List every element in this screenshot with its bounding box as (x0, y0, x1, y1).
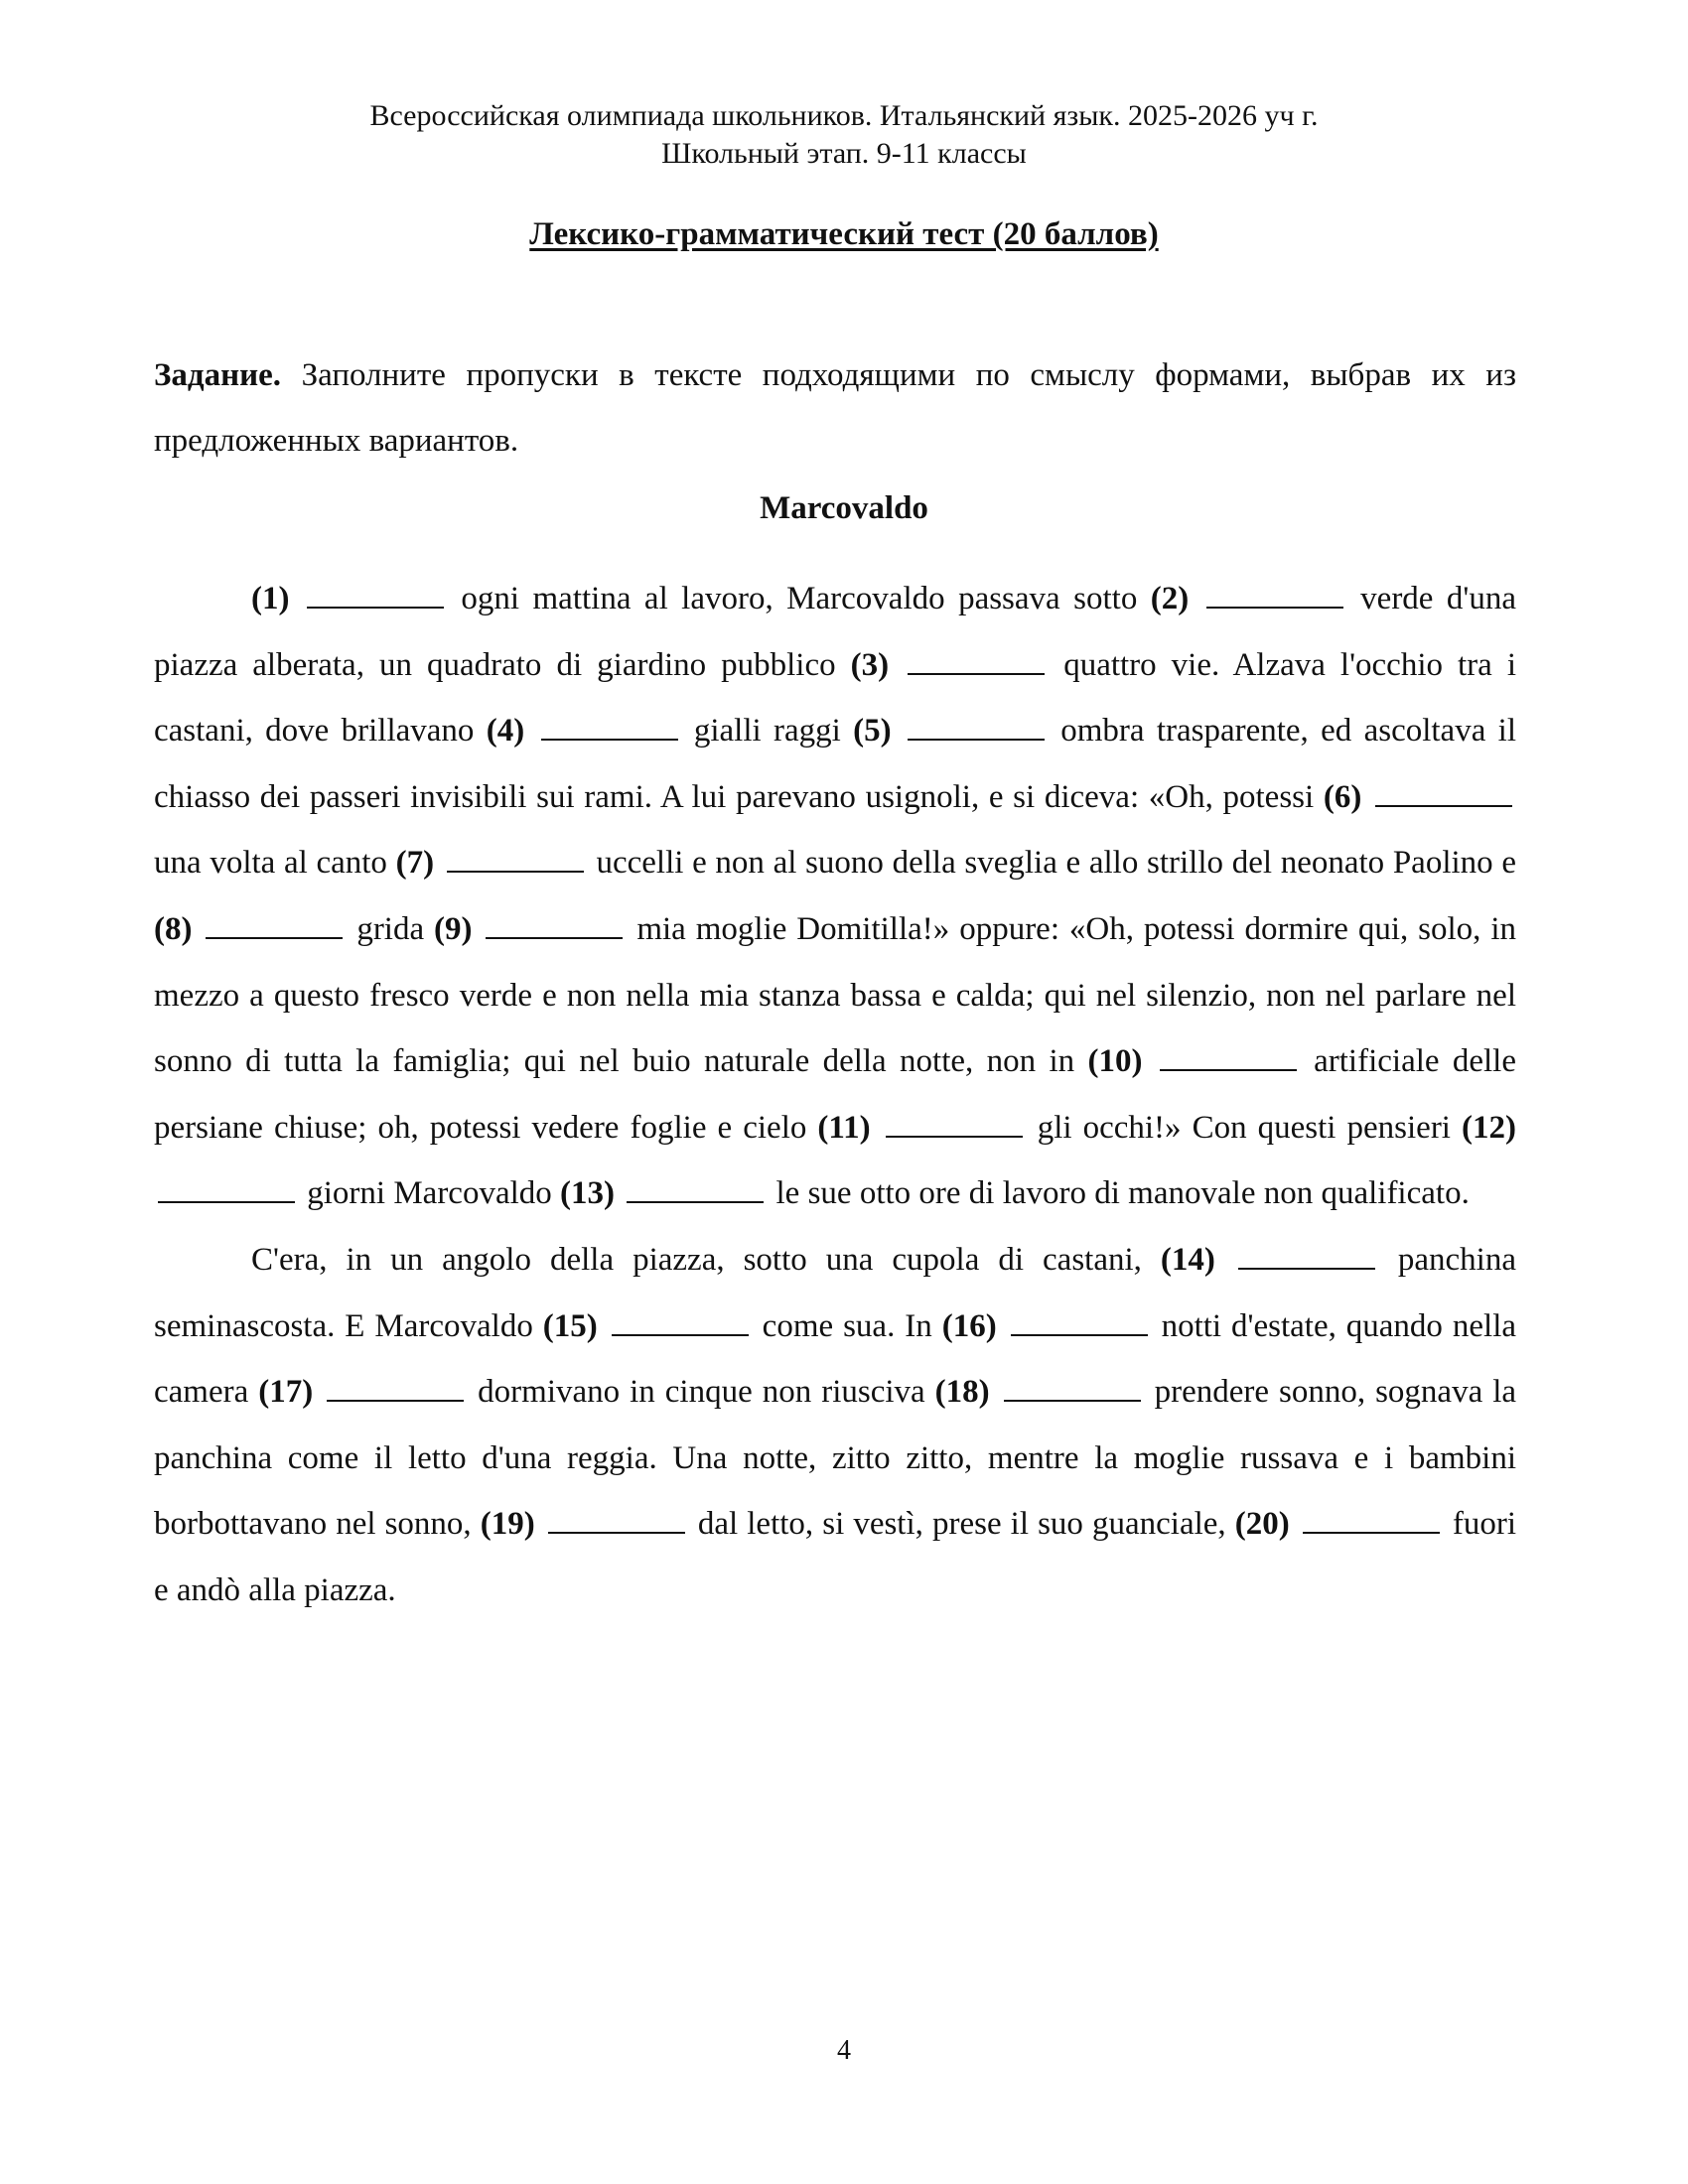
gap-number: (18) (934, 1374, 990, 1411)
blank-field[interactable] (1206, 581, 1343, 609)
task-instructions (154, 342, 1516, 474)
blank-field[interactable] (1160, 1043, 1297, 1071)
gap-number: (13) (560, 1175, 616, 1212)
gap-number: (17) (258, 1374, 314, 1411)
text-segment: prendere sonno, sognava la panchina come il letto d'una reggia. Una notte, zitto zitto, mentre la moglie russava e i bambini borbottavano nel sonno, (154, 1374, 1517, 1543)
blank-field[interactable] (486, 911, 623, 939)
task-label: Задание. (154, 357, 282, 393)
blank-field[interactable] (158, 1175, 295, 1203)
text-segment: dal letto, si vestì, prese il suo guanciale, (688, 1506, 1235, 1543)
gap-number: (1) (251, 581, 290, 616)
text-segment: C'era, in un angolo della piazza, sotto una cupola di castani, (251, 1241, 1161, 1278)
gap-number: (10) (1087, 1043, 1143, 1080)
text-segment: verde d'una piazza alberata, un quadrato di giardino pubblico (154, 581, 1516, 683)
text-segment: fuori e andò alla piazza. (154, 1506, 1517, 1608)
section-title-text: Лексико-грамматический тест (20 баллов) (529, 216, 1159, 252)
gap-number: (7) (395, 845, 435, 882)
gap-number: (5) (853, 713, 892, 750)
header-line-1: Всероссийская олимпиада школьников. Итальянский язык. 2025-2026 уч г. (369, 99, 1319, 132)
text-segment: come sua. In (752, 1307, 942, 1344)
text-segment: gli occhi!» Con questi pensieri (1026, 1109, 1463, 1146)
text-segment: dormivano in cinque non riusciva (468, 1374, 935, 1411)
story-paragraph (154, 1227, 1516, 1624)
gap-number: (14) (1160, 1241, 1215, 1278)
blank-field[interactable] (307, 581, 444, 609)
blank-field[interactable] (447, 845, 584, 873)
gap-number: (16) (941, 1307, 997, 1344)
blank-field[interactable] (1303, 1506, 1440, 1534)
text-segment: mia moglie Domitilla!» oppure: «Oh, potessi dormire qui, solo, in mezzo a questo fresco verde e non nella mia stanza bassa e calda; qui nel silenzio, non nel parlare nel sonno di tutta la famiglia; qui nel buio naturale della notte, non in (154, 910, 1517, 1080)
header-line-2: Школьный этап. 9-11 классы (661, 137, 1027, 170)
text-segment: panchina seminascosta. E Marcovaldo (154, 1241, 1516, 1344)
section-title (0, 216, 1688, 253)
text-segment: notti d'estate, quando nella camera (154, 1307, 1517, 1411)
text-segment: uccelli e non al suono della sveglia e allo strillo del neonato Paolino e (587, 845, 1516, 882)
gap-number: (8) (154, 910, 193, 947)
gap-number: (9) (434, 910, 473, 947)
blank-field[interactable] (908, 647, 1045, 675)
task-text: Заполните пропуски в тексте подходящими по смыслу формами, выбрав их из предложенных вариантов. (154, 357, 1516, 459)
blank-field[interactable] (541, 713, 678, 741)
gap-number: (11) (817, 1109, 871, 1146)
blank-field[interactable] (1004, 1374, 1141, 1402)
story-text (154, 566, 1516, 1624)
text-segment: le sue otto ore di lavoro di manovale non qualificato. (768, 1175, 1470, 1212)
blank-field[interactable] (1375, 779, 1512, 807)
page-number: 4 (837, 2035, 851, 2066)
gap-number: (15) (542, 1307, 598, 1344)
gap-number: (3) (850, 646, 890, 683)
text-segment: giorni Marcovaldo (299, 1175, 561, 1212)
text-segment: gialli raggi (681, 713, 854, 750)
blank-field[interactable] (627, 1175, 764, 1203)
text-segment: ombra trasparente, ed ascoltava il chiasso dei passeri invisibili sui rami. A lui parevano usignoli, e si diceva: «Oh, potessi (154, 713, 1516, 815)
blank-field[interactable] (886, 1110, 1023, 1138)
gap-number: (2) (1150, 581, 1190, 616)
story-paragraph (154, 566, 1516, 1227)
text-segment: ogni mattina al lavoro, Marcovaldo passava sotto (447, 581, 1151, 616)
blank-field[interactable] (612, 1308, 749, 1336)
gap-number: (6) (1323, 778, 1362, 815)
gap-number: (4) (486, 713, 525, 750)
story-title: Marcovaldo (760, 490, 928, 526)
blank-field[interactable] (327, 1374, 464, 1402)
text-segment: grida (347, 910, 435, 947)
gap-number: (20) (1234, 1506, 1290, 1543)
blank-field[interactable] (908, 713, 1045, 741)
blank-field[interactable] (1011, 1308, 1148, 1336)
gap-number: (19) (480, 1506, 535, 1543)
blank-field[interactable] (548, 1506, 685, 1534)
blank-field[interactable] (1238, 1242, 1375, 1270)
blank-field[interactable] (206, 911, 343, 939)
text-segment: una volta al canto (154, 845, 396, 882)
text-segment: artificiale delle persiane chiuse; oh, potessi vedere foglie e cielo (154, 1043, 1516, 1146)
gap-number: (12) (1462, 1109, 1517, 1146)
text-segment: quattro vie. Alzava l'occhio tra i castani, dove brillavano (154, 646, 1517, 750)
